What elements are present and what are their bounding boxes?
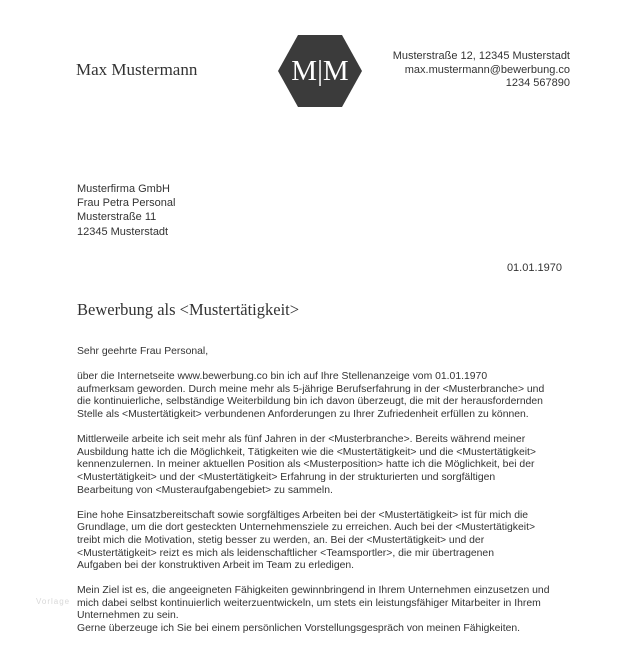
letter-date: 01.01.1970 [506,262,562,274]
sender-name: Max Mustermann [76,60,198,79]
sender-email: max.mustermann@bewerbung.co [404,63,570,76]
salutation: Sehr geehrte Frau Personal, [77,346,209,357]
logo-monogram-text: M|M [291,54,349,87]
body-paragraph: Mittlerweile arbeite ich seit mehr als fünf Jahren in der <Musterbranche>. Bereits während meiner Ausbildung hatte ich die Möglichkeit, Tätigkeiten wie die <Mustertätigkeit> und die <Mustertätigkeit> kennenzulernen. In meiner aktuellen Position als <Musterposition> hatte ich die Möglichkeit, bei der <Mustertätigkeit> und der <Mustertätigkeit> Erfahrung in der strukturierten und sorgfältigen Bearbeitung von <Musteraufgabengebiet> zu sammeln. [77,434,536,496]
watermark: Vorlage [36,597,71,606]
recipient-street: Musterstraße 11 [77,211,157,224]
monogram-logo [277,34,363,108]
body-paragraph: Eine hohe Einsatzbereitschaft sowie sorgfältiges Arbeiten bei der <Mustertätigkeit> ist für mich die Grundlage, um die dort gesteckten Unternehmensziele zu erreichen. Auch bei der <Mustertätigkeit> treibt mich die Motivation, stetig besser zu werden, an. Bei der <Mustertätigkeit> und der <Mustertätigkeit> reizt es mich als leidenschaftlicher <Teamsportler>, die mir übertragenen Aufgaben bei der konstruktiven Arbeit im Team zu erledigen. [77,509,536,572]
recipient-person: Frau Petra Personal [77,197,176,210]
sender-phone: 1234 567890 [505,77,570,89]
sender-address: Musterstraße 12, 12345 Musterstadt [392,50,570,62]
letter-body [77,346,577,648]
letter-subject: Bewerbung als <Mustertätigkeit> [77,300,300,319]
recipient-company: Musterfirma GmbH [77,183,170,195]
body-paragraph: Mein Ziel ist es, die angeeigneten Fähigkeiten gewinnbringend in Ihrem Unternehmen einzusetzen und mich dabei selbst kontinuierlich weiterzuentwickeln, um stets ein leistungsfähiger Mitarbeiter in Ihrem Unternehmen zu sein. Gerne überzeuge ich Sie bei einem persönlichen Vorstellungsgespräch von meinen Fähigkeiten. [77,585,550,635]
recipient-address [77,182,175,239]
body-paragraph: über die Internetseite www.bewerbung.co bin ich auf Ihre Stellenanzeige vom 01.01.1970 aufmerksam geworden. Durch meine mehr als 5-jährige Berufserfahrung in der <Musterbranche> und die kontinuierliche, selbständige Weiterbildung bin ich davon überzeugt, die mit der herausfordernden Stelle als <Mustertätigkeit> verbundenen Anforderungen zu Ihrer Zufriedenheit erfüllen zu können. [77,371,545,420]
recipient-city: 12345 Musterstadt [77,225,169,238]
sender-contact [393,50,570,91]
